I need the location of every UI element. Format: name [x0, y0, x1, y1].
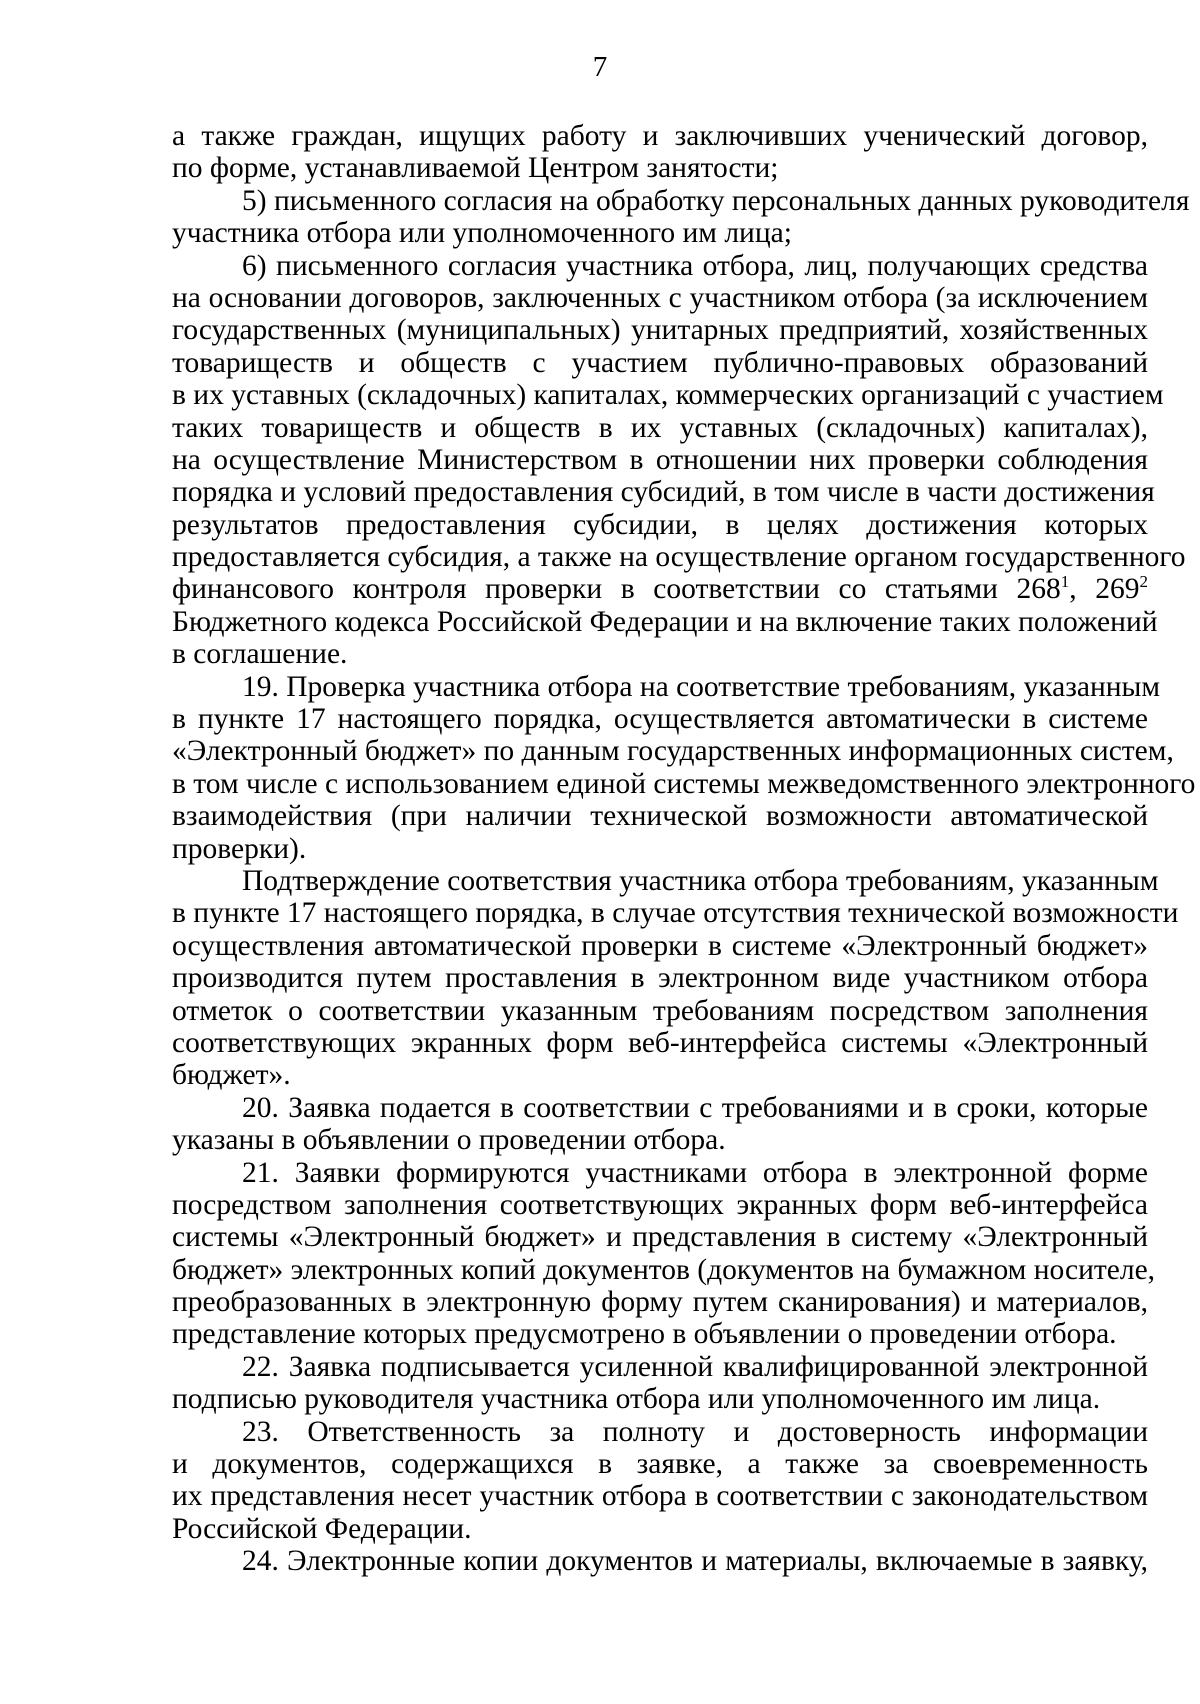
text-line-content: 6) письменного согласия участника отбора, лиц, получающих средства — [242, 249, 1148, 282]
text-line-content: участника отбора или уполномоченного им лица; — [172, 217, 792, 250]
text-line-content: подписью руководителя участника отбора или уполномоченного им лица. — [172, 1383, 1101, 1416]
text-line — [172, 995, 1148, 1027]
text-line — [172, 184, 1190, 217]
text-line — [172, 1383, 1148, 1415]
text-line-content: таких товариществ и обществ в их уставных (складочных) капиталах), — [172, 411, 1148, 444]
text-line-content: отметок о соответствии указанным требованиям посредством заполнения — [172, 994, 1148, 1027]
text-line-content: в пункте 17 настоящего порядка, в случае отсутствия технической возможности — [172, 897, 1179, 930]
text-line — [172, 1318, 1148, 1350]
text-line — [172, 1545, 1148, 1577]
text-line-content: и документов, содержащихся в заявке, а также за своевременность — [172, 1448, 1148, 1481]
text-line-content: на осуществление Министерством в отношении них проверки соблюдения — [172, 443, 1148, 476]
text-line — [172, 1416, 1148, 1448]
text-line — [172, 541, 1186, 574]
page-number: 7 — [592, 51, 608, 83]
text-line — [172, 1351, 1148, 1383]
text-line — [172, 509, 1148, 541]
text-line — [172, 930, 1148, 962]
text-line-content: по форме, устанавливаемой Центром занятости; — [172, 152, 779, 185]
text-line-content: 19. Проверка участника отбора на соответствие требованиям, указанным — [242, 670, 1161, 703]
text-line — [172, 735, 1174, 768]
text-line-content: в пункте 17 настоящего порядка, осуществляется автоматически в системе — [172, 703, 1148, 736]
text-line — [172, 1480, 1148, 1512]
text-line-content: 22. Заявка подписывается усиленной квалифицированной электронной — [242, 1350, 1148, 1383]
text-line-content: 20. Заявка подается в соответствии с требованиями и в сроки, которые — [242, 1091, 1148, 1124]
text-line-content: Подтверждение соответствия участника отбора требованиям, указанным — [242, 864, 1159, 897]
superscript: 1 — [1060, 572, 1070, 592]
text-line-content: взаимодействия (при наличии технической возможности автоматической — [172, 800, 1148, 833]
text-line — [172, 833, 1148, 865]
text-line — [172, 379, 1164, 412]
text-line-content: бюджет». — [172, 1059, 291, 1092]
text-line — [172, 282, 1148, 314]
text-line — [172, 670, 1161, 703]
text-line — [172, 347, 1148, 379]
text-line — [172, 1092, 1148, 1124]
text-line-content: в их уставных (складочных) капиталах, коммерческих организаций с участием — [172, 379, 1164, 412]
text-line-content: их представления несет участник отбора в соответствии с законодательством — [172, 1480, 1148, 1513]
text-line — [172, 703, 1148, 735]
text-line — [172, 476, 1155, 509]
text-line-content: товариществ и обществ с участием публично-правовых образований — [172, 346, 1148, 379]
text-line — [172, 573, 1148, 605]
text-line — [172, 767, 1196, 800]
text-line-content: преобразованных в электронную форму путем сканирования) и материалов, — [172, 1286, 1148, 1319]
text-line — [172, 1059, 1148, 1091]
text-line-content: производится путем проставления в электронном виде участником отбора — [172, 962, 1148, 995]
text-line — [172, 638, 1148, 670]
text-line — [172, 1157, 1148, 1189]
text-line — [172, 897, 1179, 930]
text-line-content: а также граждан, ищущих работу и заключивших ученический договор, — [172, 120, 1148, 152]
text-line-content: «Электронный бюджет» по данным государственных информационных систем, — [172, 735, 1174, 768]
text-line-content: проверки). — [172, 832, 307, 865]
text-line — [172, 1221, 1148, 1253]
text-line — [172, 217, 1148, 249]
text-line — [172, 1253, 1156, 1286]
text-line — [172, 412, 1148, 444]
text-line-content: соответствующих экранных форм веб-интерфейса системы «Электронный — [172, 1026, 1148, 1059]
text-line — [172, 962, 1148, 994]
text-line — [172, 1124, 1148, 1156]
text-line — [172, 1027, 1148, 1059]
text-line-content: предоставляется субсидия, а также на осуществление органом государственного — [172, 541, 1186, 574]
text-line-content: результатов предоставления субсидии, в целях достижения которых — [172, 508, 1148, 541]
text-line — [172, 250, 1148, 282]
text-line-content: 23. Ответственность за полноту и достоверность информации — [242, 1415, 1148, 1448]
text-line-content: на основании договоров, заключенных с участником отбора (за исключением — [172, 281, 1148, 314]
text-line-content: государственных (муниципальных) унитарных предприятий, хозяйственных — [172, 314, 1148, 347]
text-line — [172, 1448, 1148, 1480]
text-line-content: 5) письменного согласия на обработку персональных данных руководителя — [242, 184, 1190, 217]
text-line-content: в том числе с использованием единой системы межведомственного электронного — [172, 767, 1196, 800]
text-line-content: 21. Заявки формируются участниками отбора в электронной форме — [242, 1156, 1148, 1189]
text-line — [172, 864, 1159, 897]
text-line-content: 24. Электронные копии документов и материалы, включаемые в заявку, — [242, 1545, 1148, 1578]
text-line-content: Бюджетного кодекса Российской Федерации и на включение таких положений — [172, 605, 1158, 638]
text-line — [172, 314, 1148, 346]
text-line-content: порядка и условий предоставления субсидий, в том числе в части достижения — [172, 476, 1155, 509]
text-line — [172, 120, 1148, 152]
superscript: 2 — [1139, 572, 1148, 592]
text-line — [172, 1189, 1148, 1221]
text-line-content: осуществления автоматической проверки в системе «Электронный бюджет» — [172, 929, 1148, 962]
text-line-content: бюджет» электронных копий документов (документов на бумажном носителе, — [172, 1253, 1156, 1286]
text-line-content: системы «Электронный бюджет» и представления в систему «Электронный — [172, 1221, 1148, 1254]
text-line — [172, 1513, 1148, 1545]
text-line-content: финансового контроля проверки в соответствии со статьями 268 — [172, 573, 1061, 606]
text-line-content: , 269 — [1069, 573, 1140, 606]
document-body — [172, 120, 1196, 1578]
text-line — [172, 444, 1148, 476]
text-line — [172, 605, 1158, 638]
text-line — [172, 800, 1148, 832]
text-line-content: в соглашение. — [172, 638, 348, 671]
text-line — [172, 1286, 1148, 1318]
text-line-content: посредством заполнения соответствующих экранных форм веб-интерфейса — [172, 1188, 1148, 1221]
text-line — [172, 152, 1148, 184]
text-line-content: представление которых предусмотрено в объявлении о проведении отбора. — [172, 1318, 1117, 1351]
text-line-content: указаны в объявлении о проведении отбора. — [172, 1124, 726, 1157]
text-line-content: Российской Федерации. — [172, 1512, 472, 1545]
